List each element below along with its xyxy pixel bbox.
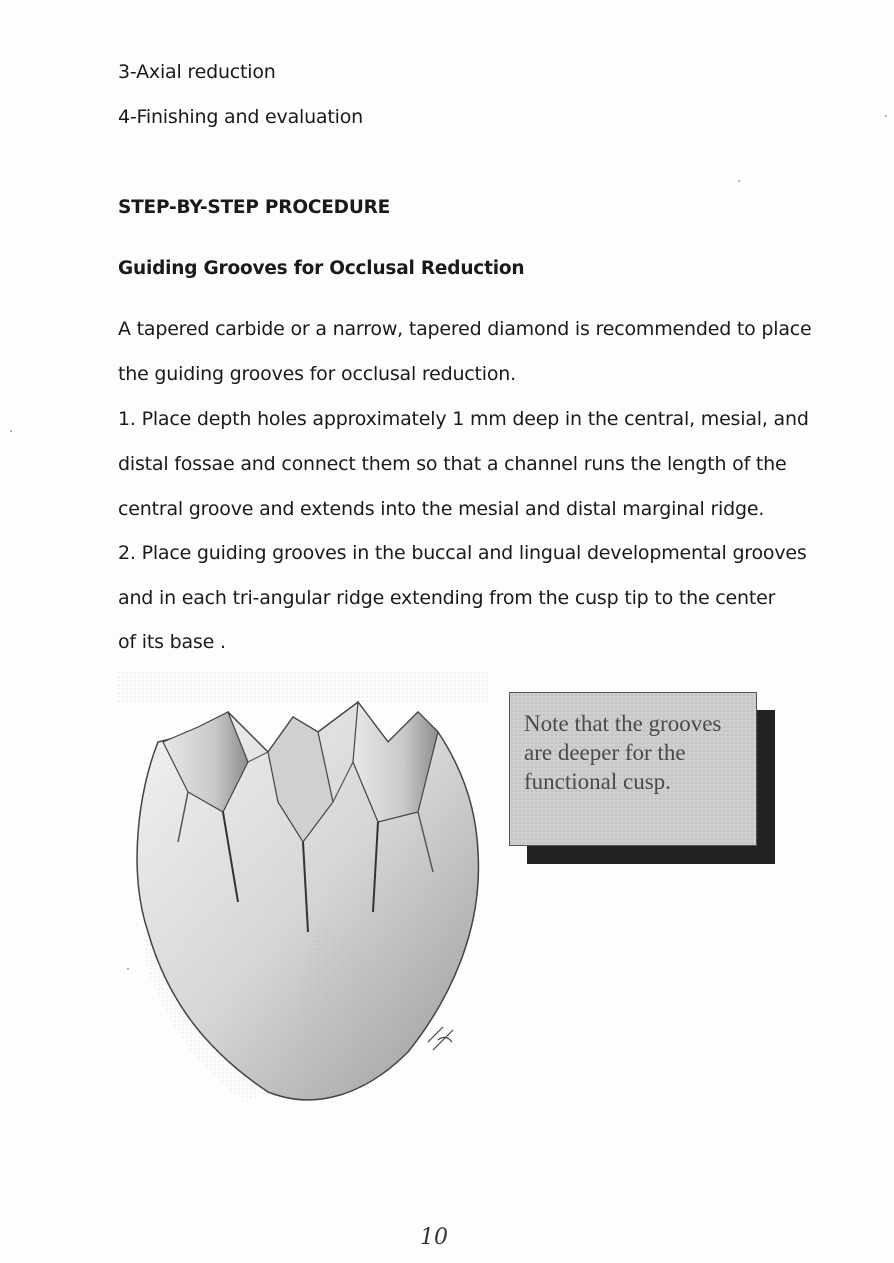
paragraph-line: the guiding grooves for occlusal reduction. (118, 363, 516, 385)
scan-speck (10, 430, 12, 432)
list-item-axial-reduction: 3-Axial reduction (118, 61, 276, 83)
paragraph-line: and in each tri-angular ridge extending from the cusp tip to the center (118, 587, 776, 609)
note-text: Note that the grooves are deeper for the functional cusp. (524, 711, 722, 794)
paragraph-line: 1. Place depth holes approximately 1 mm deep in the central, mesial, and (118, 408, 809, 430)
scan-speck (127, 968, 129, 970)
paragraph-line: central groove and extends into the mesial and distal marginal ridge. (118, 498, 765, 520)
scan-speck (885, 115, 887, 117)
paragraph-line: 2. Place guiding grooves in the buccal and lingual developmental grooves (118, 542, 807, 564)
paragraph-line: distal fossae and connect them so that a channel runs the length of the (118, 453, 787, 475)
subsection-title: Guiding Grooves for Occlusal Reduction (118, 258, 525, 279)
page-number: 10 (420, 1225, 448, 1250)
section-title: STEP-BY-STEP PROCEDURE (118, 197, 391, 218)
tooth-illustration (118, 672, 488, 1122)
paragraph-line: A tapered carbide or a narrow, tapered diamond is recommended to place (118, 318, 812, 340)
paragraph-line: of its base . (118, 631, 226, 653)
note-box (509, 692, 757, 846)
scan-speck (738, 180, 740, 182)
list-item-finishing: 4-Finishing and evaluation (118, 106, 363, 128)
